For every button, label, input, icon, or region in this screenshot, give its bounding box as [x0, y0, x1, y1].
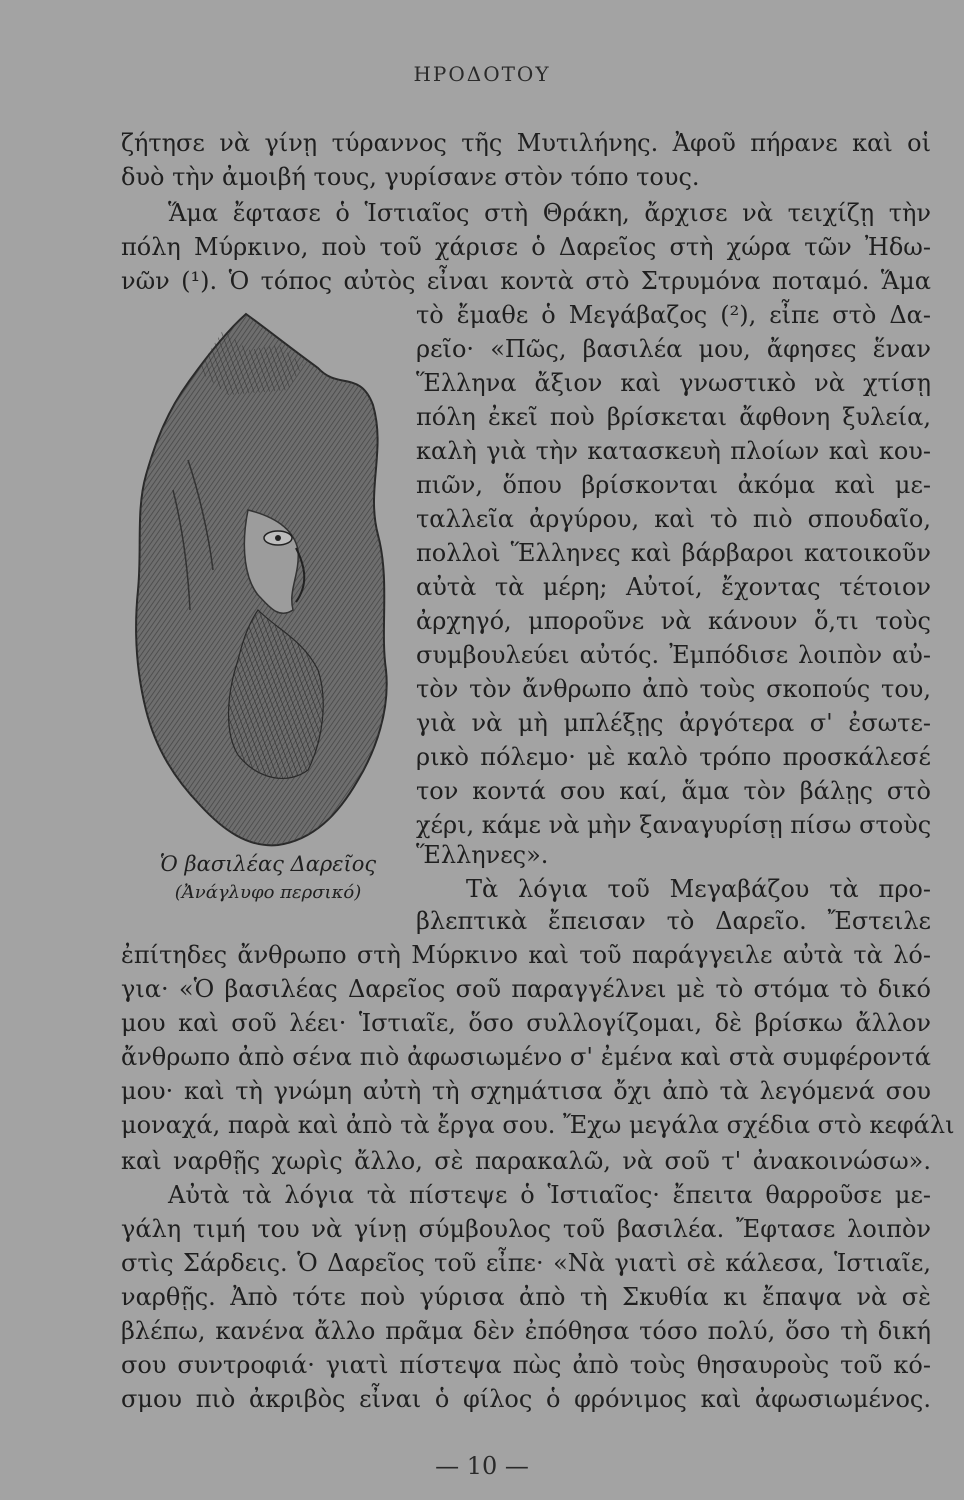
- text-line: Αὐτὰ τὰ λόγια τὰ πίστεψε ὁ Ἱστιαῖος· ἔπειτα θαρροῦσε με-: [168, 1181, 931, 1209]
- text-line: ἄνθρωπο ἀπὸ σένα πιὸ ἀφωσιωμένο σ' ἐμένα καὶ στὰ συμφέροντά: [121, 1043, 931, 1071]
- text-line: ταλλεῖα ἀργύρου, καὶ τὸ πιὸ σπουδαῖο,: [416, 505, 931, 533]
- page-number: — 10 —: [435, 1452, 529, 1480]
- text-line: πιῶν, ὅπου βρίσκονται ἀκόμα καὶ με-: [416, 471, 931, 499]
- figure-caption-subtitle: (Ἀνάγλυφο περσικό): [174, 882, 362, 903]
- text-line: τὸν τὸν ἄνθρωπο ἀπὸ τοὺς σκοπούς του,: [416, 675, 931, 703]
- text-line: χέρι, κάμε νὰ μὴν ξαναγυρίσῃ πίσω στοὺς: [416, 811, 932, 839]
- text-line: Ἅμα ἔφτασε ὁ Ἱστιαῖος στὴ Θράκη, ἄρχισε νὰ τειχίζῃ τὴν: [168, 199, 931, 227]
- text-line: ρεῖο· «Πῶς, βασιλέα μου, ἄφησες ἕναν: [416, 335, 931, 363]
- text-line: καὶ ναρθῇς χωρὶς ἄλλο, σὲ παρακαλῶ, νὰ σοῦ τ' ἀνακοινώσω».: [121, 1147, 931, 1175]
- text-line: Τὰ λόγια τοῦ Μεγαβάζου τὰ προ-: [466, 875, 931, 903]
- text-line: γιὰ νὰ μὴ μπλέξῃς ἀργότερα σ' ἐσωτε-: [416, 709, 931, 737]
- text-line: συμβουλεύει αὐτός. Ἐμπόδισε λοιπὸν αὐ-: [416, 641, 931, 669]
- text-line: δυὸ τὴν ἀμοιβή τους, γυρίσανε στὸν τόπο τους.: [121, 163, 700, 191]
- text-line: αὐτὰ τὰ μέρη; Αὐτοί, ἔχοντας τέτοιον: [416, 573, 931, 601]
- running-header: ΗΡΟΔΟΤΟΥ: [413, 62, 551, 86]
- text-line: ἀρχηγό, μποροῦνε νὰ κάνουν ὅ,τι τοὺς: [416, 607, 931, 635]
- text-line: μου· καὶ τὴ γνώμη αὐτὴ τὴ σχημάτισα ὄχι ἀπὸ τὰ λεγόμενά σου: [121, 1077, 931, 1105]
- text-line: στὶς Σάρδεις. Ὁ Δαρεῖος τοῦ εἶπε· «Νὰ γιατὶ σὲ κάλεσα, Ἱστιαῖε,: [121, 1249, 931, 1277]
- text-line: βλέπω, κανένα ἄλλο πρᾶμα δὲν ἐπόθησα τόσο πολύ, ὅσο τὴ δική: [121, 1317, 931, 1345]
- text-line: πολλοὶ Ἕλληνες καὶ βάρβαροι κατοικοῦν: [416, 539, 931, 567]
- text-line: πόλη Μύρκινο, ποὺ τοῦ χάρισε ὁ Δαρεῖος στὴ χώρα τῶν Ἠδω-: [121, 233, 931, 261]
- darius-relief-illustration: [128, 310, 398, 850]
- text-line: πόλη ἐκεῖ ποὺ βρίσκεται ἄφθονη ξυλεία,: [416, 403, 931, 431]
- text-line: για· «Ὁ βασιλέας Δαρεῖος σοῦ παραγγέλνει μὲ τὸ στόμα τὸ δικό: [121, 975, 931, 1003]
- text-line: ἐπίτηδες ἄνθρωπο στὴ Μύρκινο καὶ τοῦ παράγγειλε αὐτὰ τὰ λό-: [121, 941, 931, 969]
- text-line: τὸ ἔμαθε ὁ Μεγάβαζος (²), εἶπε στὸ Δα-: [416, 301, 931, 329]
- text-line: σου συντροφιά· γιατὶ πίστεψα πὼς ἀπὸ τοὺς θησαυροὺς τοῦ κό-: [121, 1351, 931, 1379]
- text-line: ναρθῇς. Ἀπὸ τότε ποὺ γύρισα ἀπὸ τὴ Σκυθία κι ἔπαψα νὰ σὲ: [121, 1283, 931, 1311]
- text-line: καλὴ γιὰ τὴν κατασκευὴ πλοίων καὶ κου-: [416, 437, 931, 465]
- text-line: μοναχά, παρὰ καὶ ἀπὸ τὰ ἔργα σου. Ἔχω μεγάλα σχέδια στὸ κεφάλι: [121, 1111, 955, 1139]
- text-line: νῶν (¹). Ὁ τόπος αὐτὸς εἶναι κοντὰ στὸ Στρυμόνα ποταμό. Ἅμα: [121, 267, 931, 295]
- text-line: γάλη τιμή του νὰ γίνῃ σύμβουλος τοῦ βασιλέα. Ἔφτασε λοιπὸν: [121, 1215, 931, 1243]
- text-line: βλεπτικὰ ἔπεισαν τὸ Δαρεῖο. Ἔστειλε: [416, 907, 931, 935]
- text-line: τον κοντά σου καί, ἅμα τὸν βάλῃς στὸ: [416, 777, 931, 805]
- text-line: ρικὸ πόλεμο· μὲ καλὸ τρόπο προσκάλεσέ: [416, 743, 931, 771]
- text-line: μου καὶ σοῦ λέει· Ἱστιαῖε, ὅσο συλλογίζομαι, δὲ βρίσκω ἄλλον: [121, 1009, 931, 1037]
- text-line: Ἕλληνα ἄξιον καὶ γνωστικὸ νὰ χτίσῃ: [416, 369, 931, 397]
- text-line: ζήτησε νὰ γίνῃ τύραννος τῆς Μυτιλήνης. Ἀφοῦ πήρανε καὶ οἱ: [121, 129, 931, 157]
- text-line: σμου πιὸ ἀκριβὸς εἶναι ὁ φίλος ὁ φρόνιμος καὶ ἀφωσιωμένος.: [121, 1385, 931, 1413]
- figure-caption-title: Ὁ βασιλέας Δαρεῖος: [159, 852, 377, 876]
- text-line: Ἕλληνες».: [416, 841, 549, 869]
